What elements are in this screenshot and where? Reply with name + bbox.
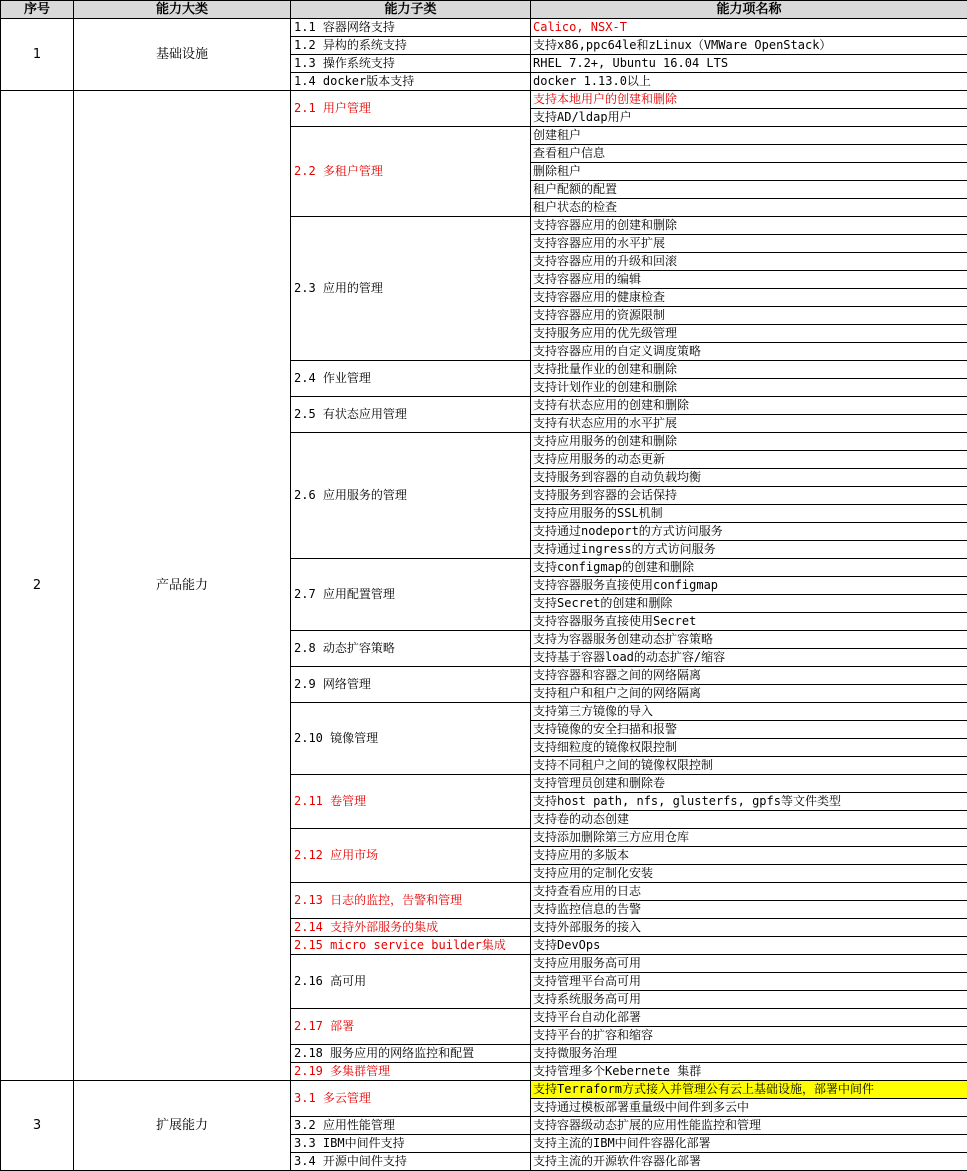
item-cell[interactable]: 支持平台自动化部署 <box>531 1009 967 1027</box>
subcategory-cell[interactable]: 2.2 多租户管理 <box>291 127 531 217</box>
subcategory-cell[interactable]: 2.19 多集群管理 <box>291 1063 531 1081</box>
subcategory-cell[interactable]: 2.12 应用市场 <box>291 829 531 883</box>
item-cell[interactable]: 支持细粒度的镜像权限控制 <box>531 739 967 757</box>
item-cell[interactable]: 支持应用服务的SSL机制 <box>531 505 967 523</box>
item-cell[interactable]: 支持容器服务直接使用configmap <box>531 577 967 595</box>
item-cell[interactable]: 支持微服务治理 <box>531 1045 967 1063</box>
item-cell[interactable]: 支持x86,ppc64le和zLinux（VMWare OpenStack） <box>531 37 967 55</box>
item-cell[interactable]: 支持应用的定制化安装 <box>531 865 967 883</box>
item-cell[interactable]: 支持本地用户的创建和删除 <box>531 91 967 109</box>
item-cell[interactable]: 支持通过模板部署重量级中间件到多云中 <box>531 1099 967 1117</box>
item-cell[interactable]: 支持有状态应用的水平扩展 <box>531 415 967 433</box>
item-cell[interactable]: 支持服务应用的优先级管理 <box>531 325 967 343</box>
item-cell[interactable]: 支持管理平台高可用 <box>531 973 967 991</box>
subcategory-cell[interactable]: 2.14 支持外部服务的集成 <box>291 919 531 937</box>
subcategory-cell[interactable]: 2.9 网络管理 <box>291 667 531 703</box>
subcategory-cell[interactable]: 2.18 服务应用的网络监控和配置 <box>291 1045 531 1063</box>
seq-cell[interactable]: 3 <box>1 1081 74 1171</box>
subcategory-cell[interactable]: 1.3 操作系统支持 <box>291 55 531 73</box>
item-cell[interactable]: 支持监控信息的告警 <box>531 901 967 919</box>
item-cell[interactable]: 支持容器应用的升级和回滚 <box>531 253 967 271</box>
subcategory-cell[interactable]: 3.3 IBM中间件支持 <box>291 1135 531 1153</box>
item-cell[interactable]: 支持为容器服务创建动态扩容策略 <box>531 631 967 649</box>
subcategory-cell[interactable]: 2.11 卷管理 <box>291 775 531 829</box>
item-cell[interactable]: 支持容器应用的编辑 <box>531 271 967 289</box>
item-cell[interactable]: 支持计划作业的创建和删除 <box>531 379 967 397</box>
item-cell[interactable]: 支持添加删除第三方应用仓库 <box>531 829 967 847</box>
table-row <box>1 19 967 37</box>
subcategory-cell[interactable]: 2.6 应用服务的管理 <box>291 433 531 559</box>
item-cell[interactable]: 支持租户和租户之间的网络隔离 <box>531 685 967 703</box>
item-cell[interactable]: 支持应用服务的动态更新 <box>531 451 967 469</box>
item-cell[interactable]: 支持AD/ldap用户 <box>531 109 967 127</box>
item-cell[interactable]: RHEL 7.2+, Ubuntu 16.04 LTS <box>531 55 967 73</box>
category-cell[interactable]: 扩展能力 <box>74 1081 291 1171</box>
subcategory-cell[interactable]: 2.4 作业管理 <box>291 361 531 397</box>
item-cell[interactable]: 支持容器级动态扩展的应用性能监控和管理 <box>531 1117 967 1135</box>
item-cell[interactable]: 支持查看应用的日志 <box>531 883 967 901</box>
item-cell[interactable]: 支持批量作业的创建和删除 <box>531 361 967 379</box>
subcategory-cell[interactable]: 2.7 应用配置管理 <box>291 559 531 631</box>
item-cell[interactable]: 支持容器应用的水平扩展 <box>531 235 967 253</box>
subcategory-cell[interactable]: 2.3 应用的管理 <box>291 217 531 361</box>
item-cell[interactable]: 支持configmap的创建和删除 <box>531 559 967 577</box>
item-cell[interactable]: 租户状态的检查 <box>531 199 967 217</box>
item-cell[interactable]: 支持应用服务高可用 <box>531 955 967 973</box>
subcategory-cell[interactable]: 1.1 容器网络支持 <box>291 19 531 37</box>
item-cell[interactable]: 支持第三方镜像的导入 <box>531 703 967 721</box>
item-cell[interactable]: 支持管理多个Kebernete 集群 <box>531 1063 967 1081</box>
item-cell[interactable]: 支持Terraform方式接入并管理公有云上基础设施，部署中间件 <box>531 1081 967 1099</box>
table-row <box>1 1081 967 1099</box>
item-cell[interactable]: 支持卷的动态创建 <box>531 811 967 829</box>
seq-cell[interactable]: 1 <box>1 19 74 91</box>
header-subcategory[interactable]: 能力子类 <box>291 1 531 19</box>
item-cell[interactable]: 支持主流的开源软件容器化部署 <box>531 1153 967 1171</box>
header-item[interactable]: 能力项名称 <box>531 1 967 19</box>
subcategory-cell[interactable]: 2.13 日志的监控，告警和管理 <box>291 883 531 919</box>
item-cell[interactable]: 支持基于容器load的动态扩容/缩容 <box>531 649 967 667</box>
item-cell[interactable]: 支持通过ingress的方式访问服务 <box>531 541 967 559</box>
item-cell[interactable]: 支持不同租户之间的镜像权限控制 <box>531 757 967 775</box>
subcategory-cell[interactable]: 3.2 应用性能管理 <box>291 1117 531 1135</box>
table-row <box>1 91 967 109</box>
item-cell[interactable]: 支持容器应用的自定义调度策略 <box>531 343 967 361</box>
item-cell[interactable]: 支持管理员创建和删除卷 <box>531 775 967 793</box>
subcategory-cell[interactable]: 1.4 docker版本支持 <box>291 73 531 91</box>
category-cell[interactable]: 产品能力 <box>74 91 291 1081</box>
item-cell[interactable]: 支持系统服务高可用 <box>531 991 967 1009</box>
item-cell[interactable]: 支持容器和容器之间的网络隔离 <box>531 667 967 685</box>
item-cell[interactable]: 支持应用的多版本 <box>531 847 967 865</box>
subcategory-cell[interactable]: 2.16 高可用 <box>291 955 531 1009</box>
subcategory-cell[interactable]: 2.10 镜像管理 <box>291 703 531 775</box>
item-cell[interactable]: 支持host path, nfs, glusterfs, gpfs等文件类型 <box>531 793 967 811</box>
item-cell[interactable]: 支持Secret的创建和删除 <box>531 595 967 613</box>
item-cell[interactable]: 支持有状态应用的创建和删除 <box>531 397 967 415</box>
item-cell[interactable]: 支持容器应用的健康检查 <box>531 289 967 307</box>
item-cell[interactable]: 查看租户信息 <box>531 145 967 163</box>
item-cell[interactable]: 支持DevOps <box>531 937 967 955</box>
item-cell[interactable]: 支持主流的IBM中间件容器化部署 <box>531 1135 967 1153</box>
item-cell[interactable]: 创建租户 <box>531 127 967 145</box>
category-cell[interactable]: 基础设施 <box>74 19 291 91</box>
item-cell[interactable]: 支持镜像的安全扫描和报警 <box>531 721 967 739</box>
item-cell[interactable]: 支持服务到容器的自动负载均衡 <box>531 469 967 487</box>
subcategory-cell[interactable]: 3.1 多云管理 <box>291 1081 531 1117</box>
item-cell[interactable]: 支持外部服务的接入 <box>531 919 967 937</box>
subcategory-cell[interactable]: 2.5 有状态应用管理 <box>291 397 531 433</box>
item-cell[interactable]: 支持容器应用的资源限制 <box>531 307 967 325</box>
item-cell[interactable]: 删除租户 <box>531 163 967 181</box>
item-cell[interactable]: 支持平台的扩容和缩容 <box>531 1027 967 1045</box>
subcategory-cell[interactable]: 1.2 异构的系统支持 <box>291 37 531 55</box>
item-cell[interactable]: 支持容器服务直接使用Secret <box>531 613 967 631</box>
seq-cell[interactable]: 2 <box>1 91 74 1081</box>
item-cell[interactable]: 支持通过nodeport的方式访问服务 <box>531 523 967 541</box>
item-cell[interactable]: 支持容器应用的创建和删除 <box>531 217 967 235</box>
subcategory-cell[interactable]: 3.4 开源中间件支持 <box>291 1153 531 1171</box>
item-cell[interactable]: docker 1.13.0以上 <box>531 73 967 91</box>
item-cell[interactable]: 支持应用服务的创建和删除 <box>531 433 967 451</box>
item-cell[interactable]: Calico, NSX-T <box>531 19 967 37</box>
subcategory-cell[interactable]: 2.8 动态扩容策略 <box>291 631 531 667</box>
subcategory-cell[interactable]: 2.15 micro service builder集成 <box>291 937 531 955</box>
header-row <box>1 1 967 19</box>
subcategory-cell[interactable]: 2.1 用户管理 <box>291 91 531 127</box>
item-cell[interactable]: 租户配额的配置 <box>531 181 967 199</box>
table-body <box>1 19 967 1171</box>
subcategory-cell[interactable]: 2.17 部署 <box>291 1009 531 1045</box>
header-seq[interactable]: 序号 <box>1 1 74 19</box>
header-category[interactable]: 能力大类 <box>74 1 291 19</box>
item-cell[interactable]: 支持服务到容器的会话保持 <box>531 487 967 505</box>
